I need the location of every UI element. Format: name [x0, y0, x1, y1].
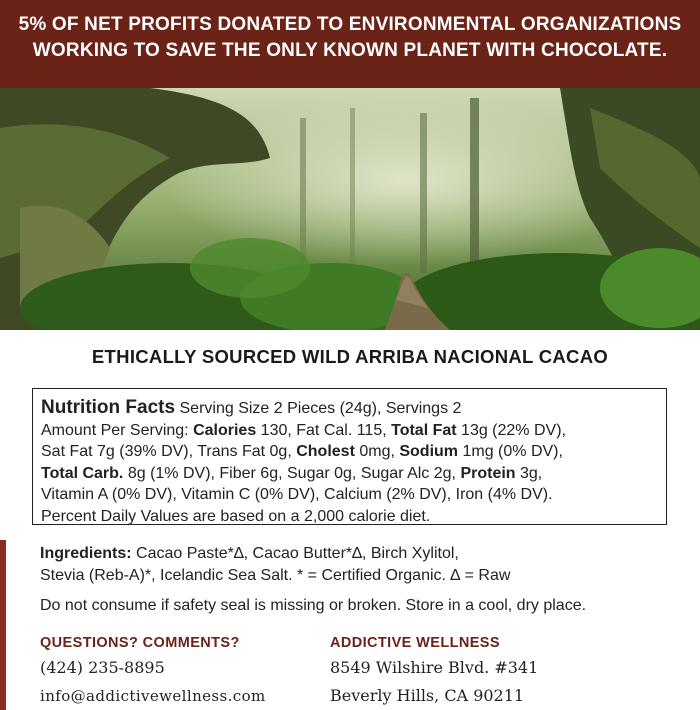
- cholest-label: Cholest: [296, 443, 355, 460]
- ingredients-line-2: Stevia (Reb-A)*, Icelandic Sea Salt. * = Certified Organic. ∆ = Raw: [40, 567, 511, 584]
- nutrition-facts-box: [32, 388, 667, 525]
- nutrition-line-2: [41, 420, 659, 442]
- questions-heading: QUESTIONS? COMMENTS?: [40, 635, 240, 651]
- vitamins-line: Vitamin A (0% DV), Vitamin C (0% DV), Calcium (2% DV), Iron (4% DV).: [41, 486, 553, 503]
- total-fat-label: Total Fat: [391, 421, 457, 439]
- company-contact: [330, 633, 538, 709]
- serving-size: Serving Size 2 Pieces (24g), Servings 2: [175, 400, 462, 417]
- safety-note: Do not consume if safety seal is missing or broken. Store in a cool, dry place.: [40, 597, 587, 614]
- nutrition-heading: Nutrition Facts: [41, 397, 176, 418]
- rainforest-image: [0, 88, 700, 330]
- nutrition-line-1: [41, 397, 659, 420]
- product-title: ETHICALLY SOURCED WILD ARRIBA NACIONAL CACAO: [91, 346, 609, 367]
- daily-values-note: Percent Daily Values are based on a 2,000 calorie diet.: [41, 507, 431, 525]
- donation-banner: [0, 0, 700, 88]
- ingredients-line-1: [40, 543, 670, 565]
- ingredients-label: Ingredients:: [40, 545, 132, 562]
- questions-contact: [40, 633, 266, 709]
- calories-value: 130, Fat Cal. 115,: [256, 421, 392, 439]
- phone-number: (424) 235-8895: [40, 658, 165, 677]
- company-heading: ADDICTIVE WELLNESS: [330, 635, 500, 651]
- total-carb-label: Total Carb.: [41, 464, 124, 482]
- sat-fat: Sat Fat 7g (39% DV), Trans Fat 0g,: [41, 443, 297, 460]
- cholest-value: 0mg,: [354, 443, 400, 460]
- calories-label: Calories: [193, 421, 257, 439]
- address-line-2: Beverly Hills, CA 90211: [330, 686, 525, 705]
- ingredients-text-1: Cacao Paste*∆, Cacao Butter*∆, Birch Xylitol,: [131, 545, 459, 562]
- sodium-label: Sodium: [399, 443, 459, 460]
- total-carb-value: 8g (1% DV), Fiber 6g, Sugar 0g, Sugar Alc 2g,: [123, 464, 461, 482]
- address-line-1: 8549 Wilshire Blvd. #341: [330, 658, 539, 677]
- left-accent-edge: [0, 540, 6, 710]
- nutrition-line-4: [41, 463, 659, 485]
- total-fat-value: 13g (22% DV),: [456, 421, 566, 439]
- nutrition-line-3: [41, 441, 659, 463]
- protein-label: Protein: [460, 464, 516, 482]
- email-address: info@addictivewellness.com: [40, 687, 266, 705]
- banner-line-2: WORKING TO SAVE THE ONLY KNOWN PLANET WITH CHOCOLATE.: [32, 40, 668, 61]
- amount-prefix: Amount Per Serving:: [41, 421, 194, 439]
- protein-value: 3g,: [515, 464, 543, 482]
- banner-line-1: 5% OF NET PROFITS DONATED TO ENVIRONMENTAL ORGANIZATIONS: [18, 14, 682, 35]
- sodium-value: 1mg (0% DV),: [458, 443, 563, 460]
- ingredients-block: [40, 543, 670, 587]
